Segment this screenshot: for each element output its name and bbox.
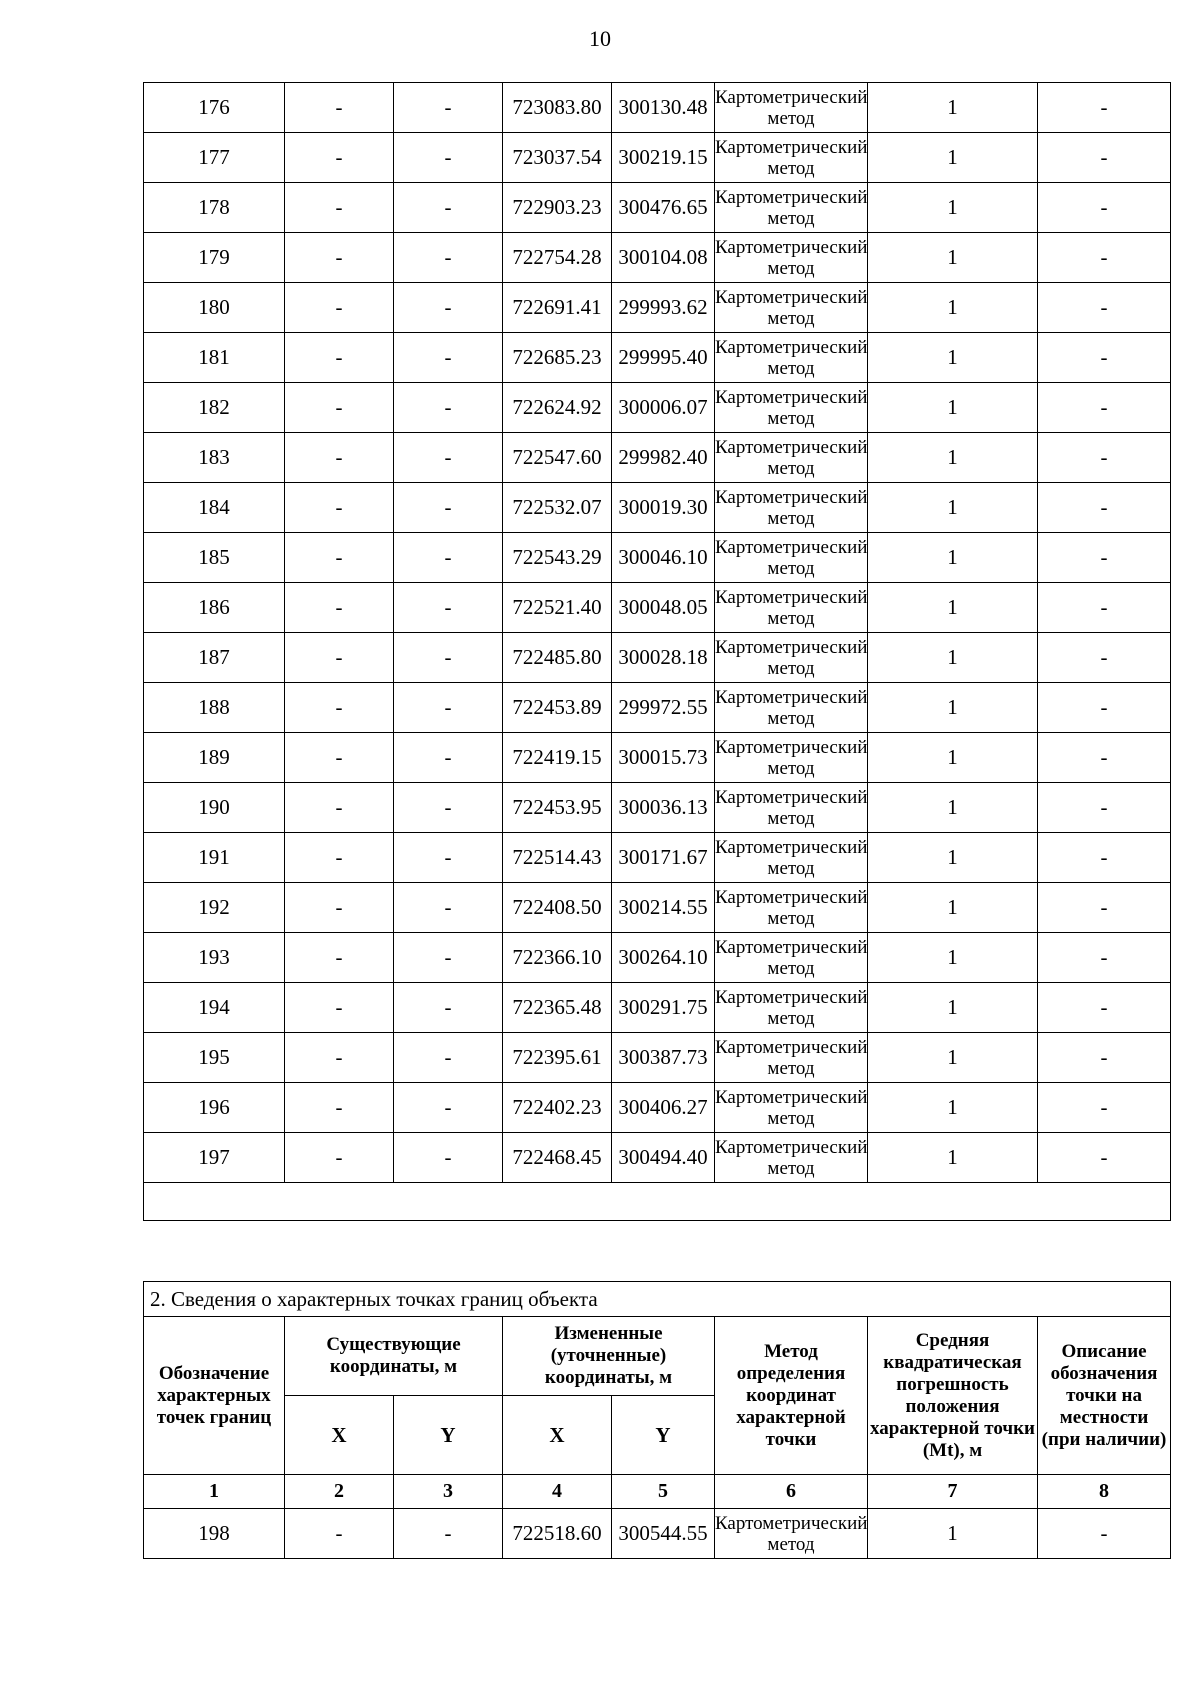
new-y: 300006.07 bbox=[612, 383, 715, 433]
existing-x: - bbox=[285, 283, 394, 333]
new-x: 722514.43 bbox=[503, 833, 612, 883]
existing-x: - bbox=[285, 83, 394, 133]
error: 1 bbox=[868, 783, 1038, 833]
point-number: 197 bbox=[144, 1133, 285, 1183]
description: - bbox=[1038, 1509, 1171, 1559]
empty-cell bbox=[144, 1183, 1171, 1221]
new-y: 300019.30 bbox=[612, 483, 715, 533]
table-row bbox=[144, 733, 1171, 783]
error: 1 bbox=[868, 383, 1038, 433]
method: Картометрический метод bbox=[715, 483, 868, 533]
table-row bbox=[144, 883, 1171, 933]
header-error: Средняя квадратическая погрешность положения характерной точки (Mt), м bbox=[868, 1317, 1038, 1475]
method: Картометрический метод bbox=[715, 233, 868, 283]
new-y: 300214.55 bbox=[612, 883, 715, 933]
new-y: 299993.62 bbox=[612, 283, 715, 333]
column-number: 5 bbox=[612, 1475, 715, 1509]
table-row bbox=[144, 1133, 1171, 1183]
error: 1 bbox=[868, 133, 1038, 183]
column-number: 1 bbox=[144, 1475, 285, 1509]
method: Картометрический метод bbox=[715, 183, 868, 233]
description: - bbox=[1038, 233, 1171, 283]
error: 1 bbox=[868, 1033, 1038, 1083]
header-point-designation: Обозначение характерных точек границ bbox=[144, 1317, 285, 1475]
new-y: 300036.13 bbox=[612, 783, 715, 833]
existing-x: - bbox=[285, 1133, 394, 1183]
description: - bbox=[1038, 133, 1171, 183]
existing-x: - bbox=[285, 933, 394, 983]
point-number: 179 bbox=[144, 233, 285, 283]
new-x: 722903.23 bbox=[503, 183, 612, 233]
point-number: 196 bbox=[144, 1083, 285, 1133]
error: 1 bbox=[868, 533, 1038, 583]
point-number: 184 bbox=[144, 483, 285, 533]
table-row bbox=[144, 533, 1171, 583]
existing-x: - bbox=[285, 1509, 394, 1559]
new-x: 722518.60 bbox=[503, 1509, 612, 1559]
new-x: 722624.92 bbox=[503, 383, 612, 433]
new-y: 300028.18 bbox=[612, 633, 715, 683]
new-y: 300544.55 bbox=[612, 1509, 715, 1559]
table-row bbox=[144, 1083, 1171, 1133]
error: 1 bbox=[868, 883, 1038, 933]
column-number: 6 bbox=[715, 1475, 868, 1509]
new-y: 300476.65 bbox=[612, 183, 715, 233]
new-x: 722691.41 bbox=[503, 283, 612, 333]
column-numbers-row bbox=[144, 1475, 1171, 1509]
existing-y: - bbox=[394, 133, 503, 183]
new-x: 722395.61 bbox=[503, 1033, 612, 1083]
existing-x: - bbox=[285, 883, 394, 933]
header-changed-coordinates: Измененные (уточненные) координаты, м bbox=[503, 1317, 715, 1396]
new-x: 722468.45 bbox=[503, 1133, 612, 1183]
header-changed-y: Y bbox=[612, 1396, 715, 1475]
method: Картометрический метод bbox=[715, 133, 868, 183]
table-row bbox=[144, 283, 1171, 333]
column-number: 4 bbox=[503, 1475, 612, 1509]
point-number: 177 bbox=[144, 133, 285, 183]
existing-y: - bbox=[394, 183, 503, 233]
new-x: 722402.23 bbox=[503, 1083, 612, 1133]
column-number: 7 bbox=[868, 1475, 1038, 1509]
new-y: 300264.10 bbox=[612, 933, 715, 983]
new-x: 722685.23 bbox=[503, 333, 612, 383]
point-number: 178 bbox=[144, 183, 285, 233]
error: 1 bbox=[868, 233, 1038, 283]
existing-y: - bbox=[394, 633, 503, 683]
method: Картометрический метод bbox=[715, 633, 868, 683]
description: - bbox=[1038, 783, 1171, 833]
table-row bbox=[144, 1033, 1171, 1083]
new-x: 722453.89 bbox=[503, 683, 612, 733]
error: 1 bbox=[868, 583, 1038, 633]
existing-x: - bbox=[285, 983, 394, 1033]
existing-x: - bbox=[285, 483, 394, 533]
error: 1 bbox=[868, 833, 1038, 883]
page-number: 10 bbox=[589, 26, 611, 51]
point-number: 192 bbox=[144, 883, 285, 933]
existing-x: - bbox=[285, 533, 394, 583]
table-row bbox=[144, 1509, 1171, 1559]
existing-x: - bbox=[285, 733, 394, 783]
method: Картометрический метод bbox=[715, 1133, 868, 1183]
point-number: 180 bbox=[144, 283, 285, 333]
method: Картометрический метод bbox=[715, 333, 868, 383]
error: 1 bbox=[868, 183, 1038, 233]
description: - bbox=[1038, 83, 1171, 133]
method: Картометрический метод bbox=[715, 1509, 868, 1559]
existing-x: - bbox=[285, 583, 394, 633]
description: - bbox=[1038, 633, 1171, 683]
existing-y: - bbox=[394, 1133, 503, 1183]
existing-y: - bbox=[394, 1033, 503, 1083]
column-number: 3 bbox=[394, 1475, 503, 1509]
method: Картометрический метод bbox=[715, 1083, 868, 1133]
existing-y: - bbox=[394, 1509, 503, 1559]
method: Картометрический метод bbox=[715, 883, 868, 933]
empty-row bbox=[144, 1183, 1171, 1221]
existing-y: - bbox=[394, 83, 503, 133]
column-number: 8 bbox=[1038, 1475, 1171, 1509]
table-row bbox=[144, 183, 1171, 233]
existing-y: - bbox=[394, 333, 503, 383]
existing-y: - bbox=[394, 383, 503, 433]
coordinates-table-continued bbox=[143, 82, 1171, 1221]
new-x: 722419.15 bbox=[503, 733, 612, 783]
error: 1 bbox=[868, 633, 1038, 683]
header-existing-x: X bbox=[285, 1396, 394, 1475]
existing-x: - bbox=[285, 233, 394, 283]
point-number: 176 bbox=[144, 83, 285, 133]
header-description: Описание обозначения точки на местности (при наличии) bbox=[1038, 1317, 1171, 1475]
table-row bbox=[144, 433, 1171, 483]
existing-x: - bbox=[285, 333, 394, 383]
new-y: 300015.73 bbox=[612, 733, 715, 783]
table-row bbox=[144, 683, 1171, 733]
method: Картометрический метод bbox=[715, 783, 868, 833]
description: - bbox=[1038, 933, 1171, 983]
point-number: 186 bbox=[144, 583, 285, 633]
new-y: 299972.55 bbox=[612, 683, 715, 733]
new-y: 299995.40 bbox=[612, 333, 715, 383]
point-number: 194 bbox=[144, 983, 285, 1033]
description: - bbox=[1038, 283, 1171, 333]
new-y: 300494.40 bbox=[612, 1133, 715, 1183]
error: 1 bbox=[868, 733, 1038, 783]
description: - bbox=[1038, 683, 1171, 733]
method: Картометрический метод bbox=[715, 933, 868, 983]
new-x: 722521.40 bbox=[503, 583, 612, 633]
existing-y: - bbox=[394, 583, 503, 633]
method: Картометрический метод bbox=[715, 1033, 868, 1083]
existing-y: - bbox=[394, 433, 503, 483]
new-x: 722485.80 bbox=[503, 633, 612, 683]
new-y: 300130.48 bbox=[612, 83, 715, 133]
point-number: 189 bbox=[144, 733, 285, 783]
existing-y: - bbox=[394, 533, 503, 583]
table-row bbox=[144, 633, 1171, 683]
new-x: 722365.48 bbox=[503, 983, 612, 1033]
existing-y: - bbox=[394, 283, 503, 333]
description: - bbox=[1038, 183, 1171, 233]
method: Картометрический метод bbox=[715, 733, 868, 783]
method: Картометрический метод bbox=[715, 383, 868, 433]
new-y: 300104.08 bbox=[612, 233, 715, 283]
description: - bbox=[1038, 833, 1171, 883]
table-row bbox=[144, 933, 1171, 983]
header-existing-y: Y bbox=[394, 1396, 503, 1475]
table-row bbox=[144, 983, 1171, 1033]
existing-y: - bbox=[394, 683, 503, 733]
description: - bbox=[1038, 1083, 1171, 1133]
header-changed-x: X bbox=[503, 1396, 612, 1475]
description: - bbox=[1038, 1133, 1171, 1183]
existing-x: - bbox=[285, 433, 394, 483]
table-row bbox=[144, 833, 1171, 883]
error: 1 bbox=[868, 483, 1038, 533]
point-number: 185 bbox=[144, 533, 285, 583]
existing-y: - bbox=[394, 783, 503, 833]
description: - bbox=[1038, 433, 1171, 483]
error: 1 bbox=[868, 933, 1038, 983]
table-row bbox=[144, 383, 1171, 433]
new-y: 300291.75 bbox=[612, 983, 715, 1033]
method: Картометрический метод bbox=[715, 283, 868, 333]
method: Картометрический метод bbox=[715, 983, 868, 1033]
point-number: 187 bbox=[144, 633, 285, 683]
error: 1 bbox=[868, 333, 1038, 383]
table-row bbox=[144, 83, 1171, 133]
description: - bbox=[1038, 1033, 1171, 1083]
existing-x: - bbox=[285, 633, 394, 683]
new-x: 722754.28 bbox=[503, 233, 612, 283]
existing-x: - bbox=[285, 783, 394, 833]
table-row bbox=[144, 483, 1171, 533]
existing-y: - bbox=[394, 233, 503, 283]
point-number: 181 bbox=[144, 333, 285, 383]
error: 1 bbox=[868, 1509, 1038, 1559]
point-number: 190 bbox=[144, 783, 285, 833]
section-title: 2. Сведения о характерных точках границ объекта bbox=[144, 1282, 1171, 1317]
description: - bbox=[1038, 483, 1171, 533]
table-row bbox=[144, 583, 1171, 633]
error: 1 bbox=[868, 1133, 1038, 1183]
error: 1 bbox=[868, 83, 1038, 133]
existing-y: - bbox=[394, 1083, 503, 1133]
method: Картометрический метод bbox=[715, 583, 868, 633]
new-x: 723083.80 bbox=[503, 83, 612, 133]
table-row bbox=[144, 233, 1171, 283]
new-x: 722453.95 bbox=[503, 783, 612, 833]
error: 1 bbox=[868, 1083, 1038, 1133]
new-y: 300219.15 bbox=[612, 133, 715, 183]
header-method: Метод определения координат характерной точки bbox=[715, 1317, 868, 1475]
new-y: 300171.67 bbox=[612, 833, 715, 883]
existing-x: - bbox=[285, 133, 394, 183]
point-number: 198 bbox=[144, 1509, 285, 1559]
existing-y: - bbox=[394, 733, 503, 783]
method: Картометрический метод bbox=[715, 833, 868, 883]
error: 1 bbox=[868, 683, 1038, 733]
new-x: 722543.29 bbox=[503, 533, 612, 583]
table-row bbox=[144, 783, 1171, 833]
point-number: 195 bbox=[144, 1033, 285, 1083]
existing-y: - bbox=[394, 833, 503, 883]
new-y: 300387.73 bbox=[612, 1033, 715, 1083]
error: 1 bbox=[868, 433, 1038, 483]
existing-x: - bbox=[285, 183, 394, 233]
new-y: 299982.40 bbox=[612, 433, 715, 483]
existing-x: - bbox=[285, 1033, 394, 1083]
description: - bbox=[1038, 883, 1171, 933]
new-y: 300406.27 bbox=[612, 1083, 715, 1133]
table-row bbox=[144, 333, 1171, 383]
new-x: 723037.54 bbox=[503, 133, 612, 183]
description: - bbox=[1038, 533, 1171, 583]
existing-y: - bbox=[394, 983, 503, 1033]
new-x: 722366.10 bbox=[503, 933, 612, 983]
header-existing-coordinates: Существующие координаты, м bbox=[285, 1317, 503, 1396]
existing-x: - bbox=[285, 833, 394, 883]
existing-x: - bbox=[285, 1083, 394, 1133]
point-number: 182 bbox=[144, 383, 285, 433]
point-number: 188 bbox=[144, 683, 285, 733]
description: - bbox=[1038, 733, 1171, 783]
method: Картометрический метод bbox=[715, 83, 868, 133]
column-number: 2 bbox=[285, 1475, 394, 1509]
boundary-points-table bbox=[143, 1281, 1171, 1559]
point-number: 183 bbox=[144, 433, 285, 483]
description: - bbox=[1038, 383, 1171, 433]
new-y: 300046.10 bbox=[612, 533, 715, 583]
method: Картометрический метод bbox=[715, 533, 868, 583]
existing-y: - bbox=[394, 883, 503, 933]
existing-x: - bbox=[285, 683, 394, 733]
method: Картометрический метод bbox=[715, 683, 868, 733]
existing-y: - bbox=[394, 483, 503, 533]
new-x: 722408.50 bbox=[503, 883, 612, 933]
existing-y: - bbox=[394, 933, 503, 983]
description: - bbox=[1038, 983, 1171, 1033]
existing-x: - bbox=[285, 383, 394, 433]
point-number: 191 bbox=[144, 833, 285, 883]
description: - bbox=[1038, 333, 1171, 383]
new-x: 722532.07 bbox=[503, 483, 612, 533]
method: Картометрический метод bbox=[715, 433, 868, 483]
error: 1 bbox=[868, 283, 1038, 333]
new-x: 722547.60 bbox=[503, 433, 612, 483]
table-row bbox=[144, 133, 1171, 183]
error: 1 bbox=[868, 983, 1038, 1033]
description: - bbox=[1038, 583, 1171, 633]
point-number: 193 bbox=[144, 933, 285, 983]
new-y: 300048.05 bbox=[612, 583, 715, 633]
